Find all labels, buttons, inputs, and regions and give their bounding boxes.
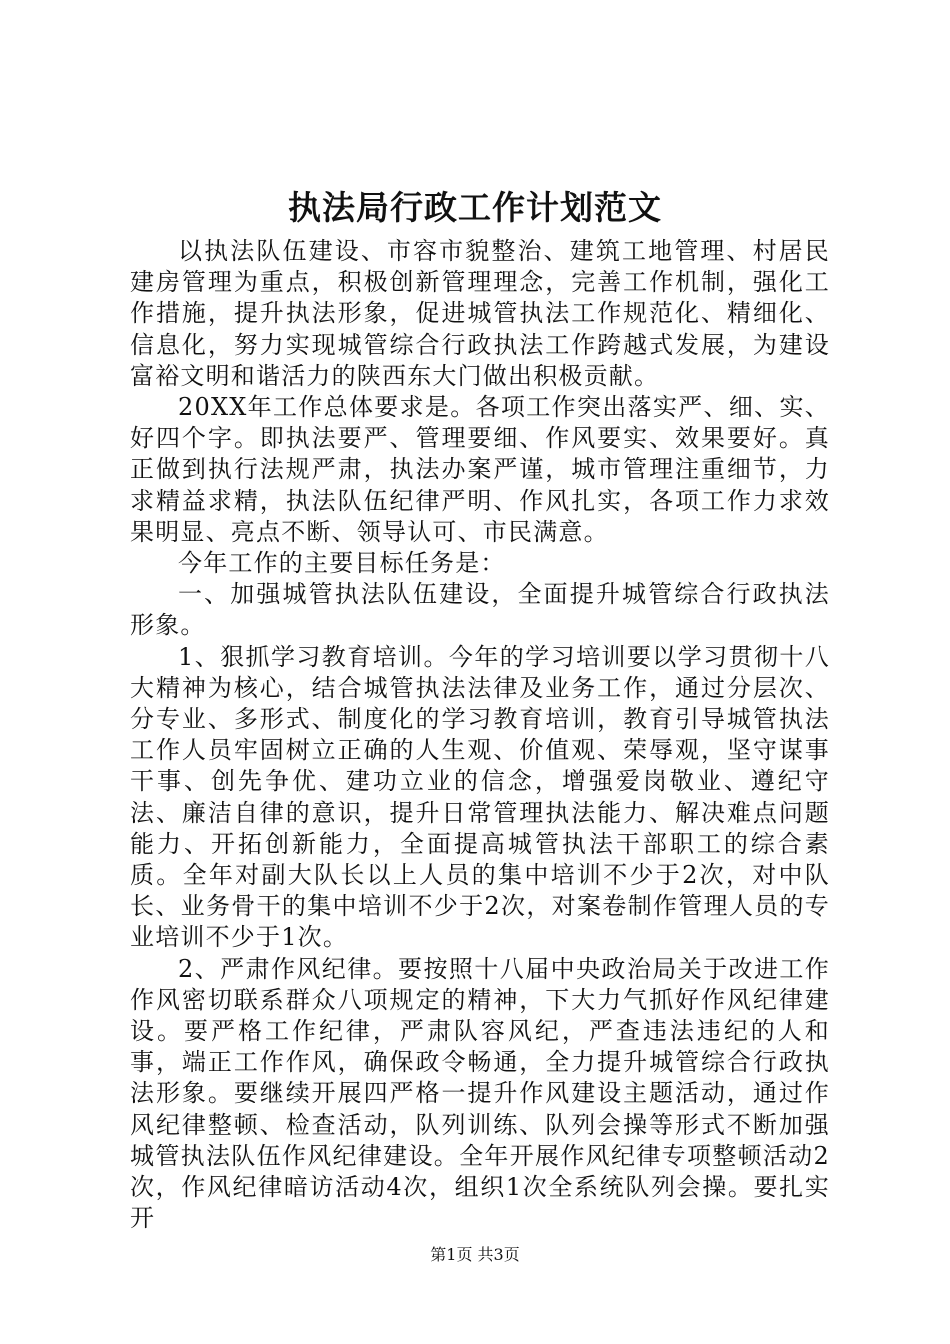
page-number-footer: 第1页 共3页 [430, 1245, 520, 1264]
paragraph-overall-requirements: 20XX年工作总体要求是。各项工作突出落实严、细、实、好四个字。即执法要严、管理要细、作风要实、效果要好。真正做到执行法规严肃，执法办案严谨，城市管理注重细节，力求精益求精，执法队伍纪律严明、作风扎实，各项工作力求效果明显、亮点不断、领导认可、市民满意。 [130, 393, 830, 546]
paragraph-item-2: 2、严肃作风纪律。要按照十八届中央政治局关于改进工作作风密切联系群众八项规定的精神，下大力气抓好作风纪律建设。要严格工作纪律，严肃队容风纪，严查违法违纪的人和事，端正工作作风，确保政令畅通，全力提升城管综合行政执法形象。要继续开展四严格一提升作风建设主题活动，通过作风纪律整顿、检查活动，队列训练、队列会操等形式不断加强城管执法队伍作风纪律建设。全年开展作风纪律专项整顿活动2次，作风纪律暗访活动4次，组织1次全系统队列会操。要扎实开 [130, 954, 830, 1233]
section-heading-1: 一、加强城管执法队伍建设，全面提升城管综合行政执法形象。 [130, 580, 830, 640]
paragraph-intro: 以执法队伍建设、市容市貌整治、建筑工地管理、村居民建房管理为重点，积极创新管理理念，完善工作机制，强化工作措施，提升执法形象，促进城管执法工作规范化、精细化、信息化，努力实现城管综合行政执法工作跨越式发展，为建设富裕文明和谐活力的陕西东大门做出积极贡献。 [130, 237, 830, 390]
document-body [130, 236, 830, 1235]
document-title: 执法局行政工作计划范文 [288, 188, 662, 227]
paragraph-item-1: 1、狠抓学习教育培训。今年的学习培训要以学习贯彻十八大精神为核心，结合城管执法法律及业务工作，通过分层次、分专业、多形式、制度化的学习教育培训，教育引导城管执法工作人员牢固树立正确的人生观、价值观、荣辱观，坚守谋事干事、创先争优、建功立业的信念，增强爱岗敬业、遵纪守法、廉洁自律的意识，提升日常管理执法能力、解决难点问题能力、开拓创新能力，全面提高城管执法干部职工的综合素质。全年对副大队长以上人员的集中培训不少于2次，对中队长、业务骨干的集中培训不少于2次，对案卷制作管理人员的专业培训不少于1次。 [130, 642, 830, 952]
paragraph-main-goals: 今年工作的主要目标任务是： [178, 549, 506, 578]
